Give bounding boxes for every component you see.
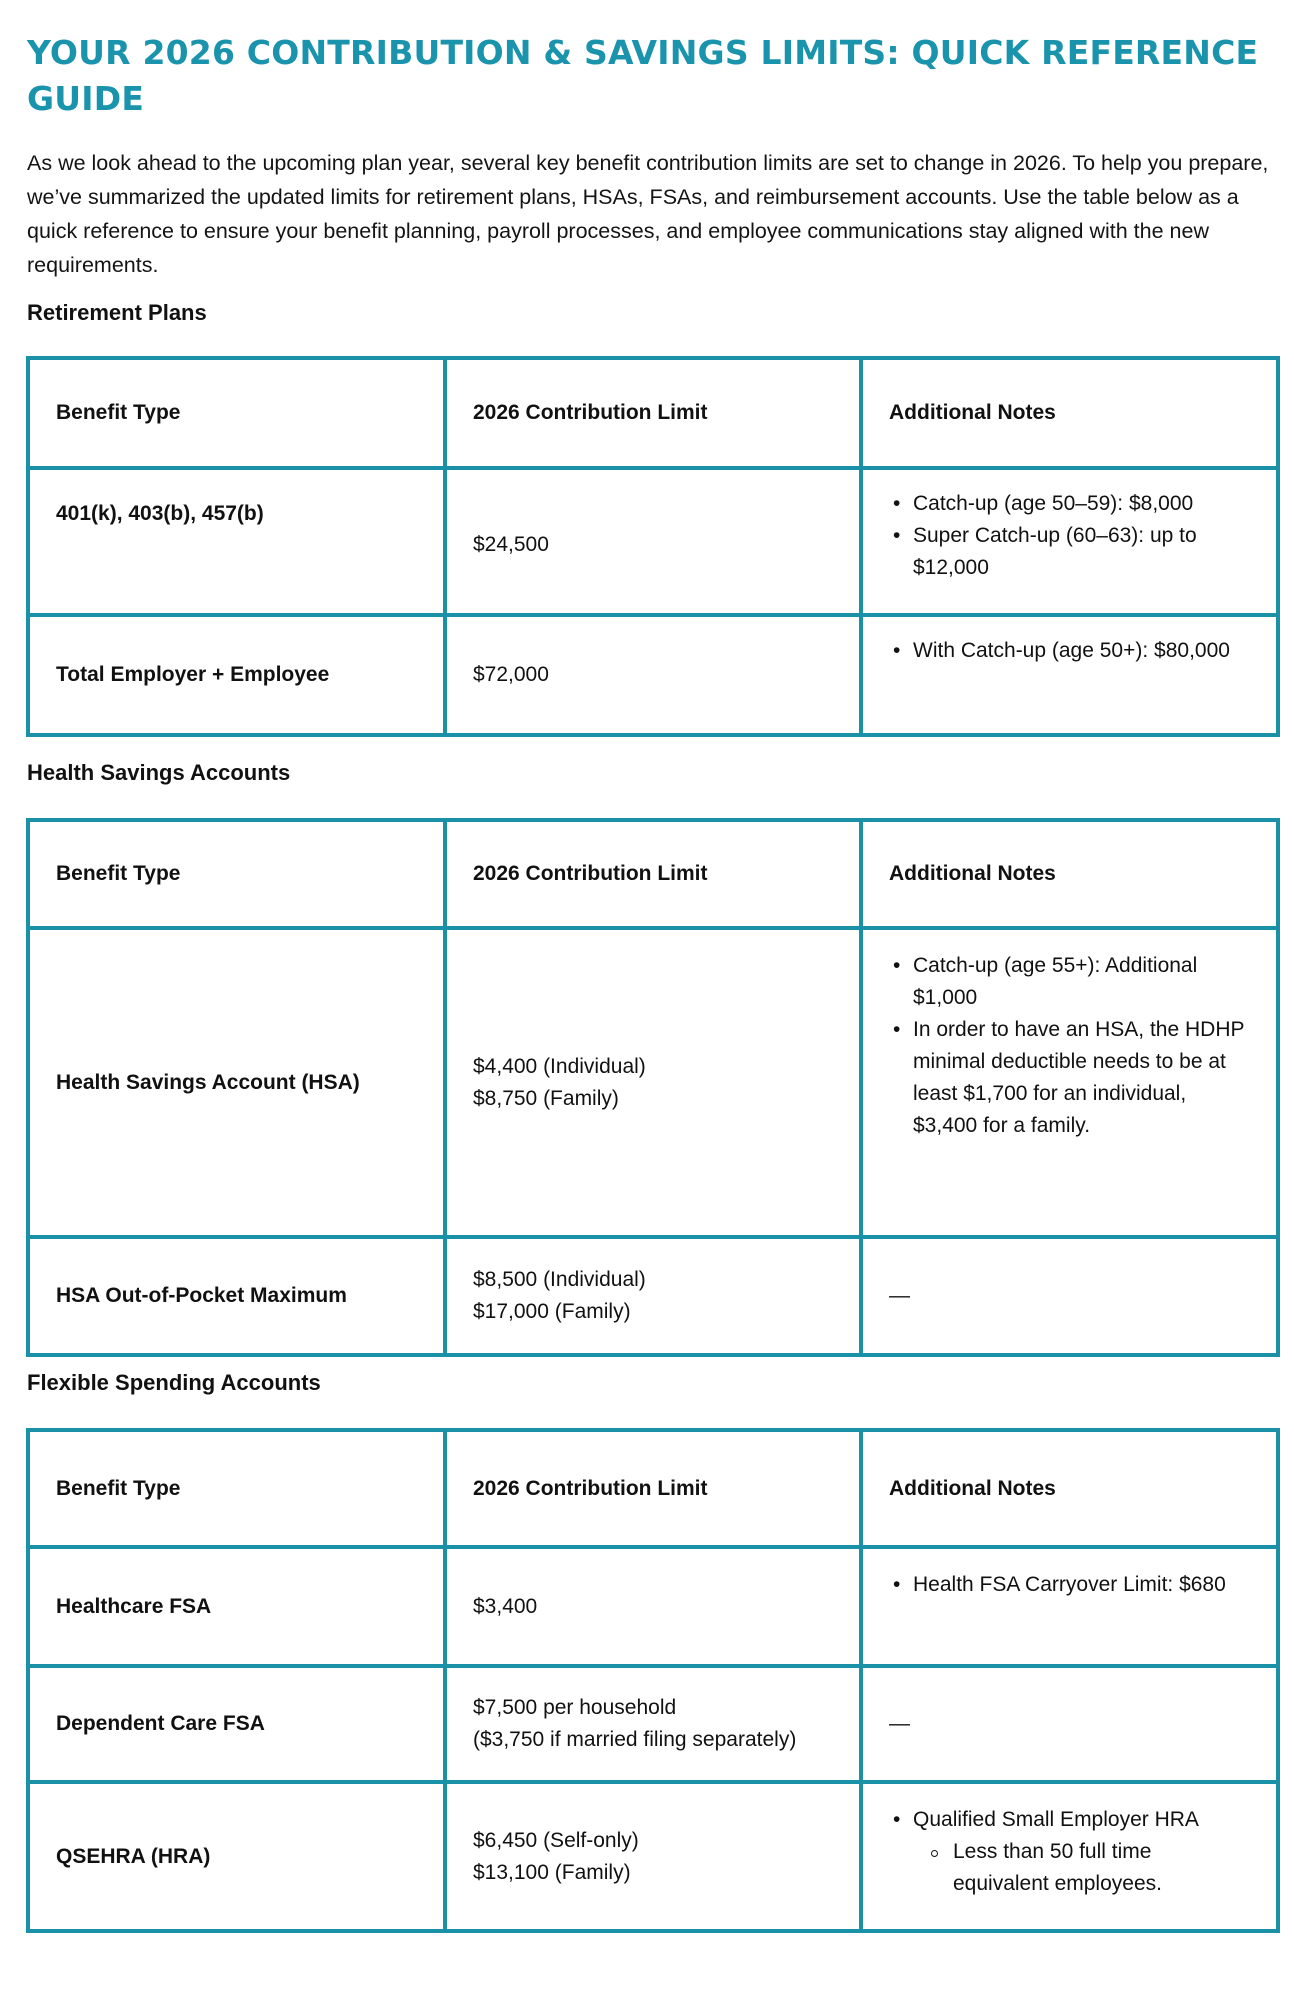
- contribution-limit-cell: [445, 1237, 861, 1355]
- header-contribution-limit: 2026 Contribution Limit: [445, 1430, 861, 1547]
- contribution-limit-cell: [445, 468, 861, 615]
- contribution-limit-cell: [445, 1782, 861, 1931]
- notes-cell: —: [861, 1237, 1278, 1355]
- header-additional-notes: Additional Notes: [861, 1430, 1278, 1547]
- limit-line: $13,100 (Family): [473, 1860, 631, 1884]
- notes-cell: [861, 615, 1278, 735]
- notes-list: [889, 1804, 1252, 1900]
- notes-cell: [861, 1782, 1278, 1931]
- benefit-type-cell: Dependent Care FSA: [28, 1666, 445, 1782]
- table-header-row: [28, 358, 1278, 468]
- notes-cell: —: [861, 1666, 1278, 1782]
- sub-note-item: Less than 50 full time equivalent employees.: [953, 1836, 1252, 1900]
- notes-cell: [861, 468, 1278, 615]
- contribution-limit-cell: [445, 928, 861, 1237]
- table-row: [28, 1237, 1278, 1355]
- section-heading-retirement: Retirement Plans: [27, 300, 207, 325]
- section-heading-hsa: Health Savings Accounts: [27, 760, 291, 785]
- note-item: • In order to have an HSA, the HDHP minimal deductible needs to be at least $1,700 for an individual, $3,400 for a family.: [913, 1014, 1252, 1142]
- limit-line: $3,400: [473, 1594, 538, 1618]
- limit-line: $4,400 (Individual): [473, 1054, 646, 1078]
- header-contribution-limit: 2026 Contribution Limit: [445, 358, 861, 468]
- retirement-plans-table: [26, 356, 1280, 737]
- header-contribution-limit: 2026 Contribution Limit: [445, 820, 861, 928]
- note-item-text: Qualified Small Employer HRA: [913, 1808, 1199, 1831]
- note-item: [913, 1804, 1252, 1900]
- contribution-limit-cell: [445, 615, 861, 735]
- table-row: [28, 1782, 1278, 1931]
- limit-line: ($3,750 if married filing separately): [473, 1728, 797, 1751]
- benefit-type-cell: Total Employer + Employee: [28, 615, 445, 735]
- benefit-type-cell: HSA Out-of-Pocket Maximum: [28, 1237, 445, 1355]
- page-title: YOUR 2026 CONTRIBUTION & SAVINGS LIMITS: QUICK REFERENCE GUIDE: [27, 33, 1259, 118]
- limit-line: $8,750 (Family): [473, 1086, 619, 1110]
- benefit-type-cell: 401(k), 403(b), 457(b): [28, 468, 445, 615]
- header-benefit-type: Benefit Type: [28, 1430, 445, 1547]
- limit-line: $17,000 (Family): [473, 1300, 631, 1323]
- benefit-type-cell: Health Savings Account (HSA): [28, 928, 445, 1237]
- note-item: • Catch-up (age 50–59): $8,000: [913, 488, 1252, 520]
- contribution-limit-cell: [445, 1547, 861, 1666]
- limit-line: $72,000: [473, 663, 549, 686]
- notes-list: [889, 950, 1252, 1142]
- limit-line: $6,450 (Self-only): [473, 1828, 639, 1852]
- limit-line: $7,500 per household: [473, 1696, 677, 1719]
- header-benefit-type: Benefit Type: [28, 820, 445, 928]
- note-item: • With Catch-up (age 50+): $80,000: [913, 635, 1252, 667]
- note-item: • Health FSA Carryover Limit: $680: [913, 1569, 1252, 1601]
- health-savings-accounts-table: [26, 818, 1280, 1357]
- limit-line: $8,500 (Individual): [473, 1268, 646, 1291]
- notes-list: [889, 488, 1252, 584]
- table-header-row: [28, 820, 1278, 928]
- table-row: [28, 1547, 1278, 1666]
- table-row: [28, 1666, 1278, 1782]
- limit-line: $24,500: [473, 532, 549, 556]
- note-item: • Catch-up (age 55+): Additional $1,000: [913, 950, 1252, 1014]
- notes-cell: [861, 1547, 1278, 1666]
- header-additional-notes: Additional Notes: [861, 820, 1278, 928]
- flexible-spending-accounts-table: [26, 1428, 1280, 1933]
- intro-paragraph: As we look ahead to the upcoming plan year, several key benefit contribution limits are set to change in 2026. To help you prepare, we’ve summarized the updated limits for retirement plans, HSAs, FSAs, and reimbursement accounts. Use the table below as a quick reference to ensure your benefit planning, payroll processes, and employee communications stay aligned with the new requirements.: [27, 151, 1269, 277]
- header-additional-notes: Additional Notes: [861, 358, 1278, 468]
- table-row: [28, 615, 1278, 735]
- table-header-row: [28, 1430, 1278, 1547]
- benefit-type-cell: QSEHRA (HRA): [28, 1782, 445, 1931]
- benefit-type-cell: Healthcare FSA: [28, 1547, 445, 1666]
- note-item: • Super Catch-up (60–63): up to $12,000: [913, 520, 1252, 584]
- sub-notes-list: [913, 1836, 1252, 1900]
- table-row: [28, 928, 1278, 1237]
- section-heading-fsa: Flexible Spending Accounts: [27, 1370, 321, 1395]
- notes-list: [889, 1569, 1252, 1601]
- contribution-limit-cell: [445, 1666, 861, 1782]
- table-row: [28, 468, 1278, 615]
- notes-list: [889, 635, 1252, 667]
- header-benefit-type: Benefit Type: [28, 358, 445, 468]
- notes-cell: [861, 928, 1278, 1237]
